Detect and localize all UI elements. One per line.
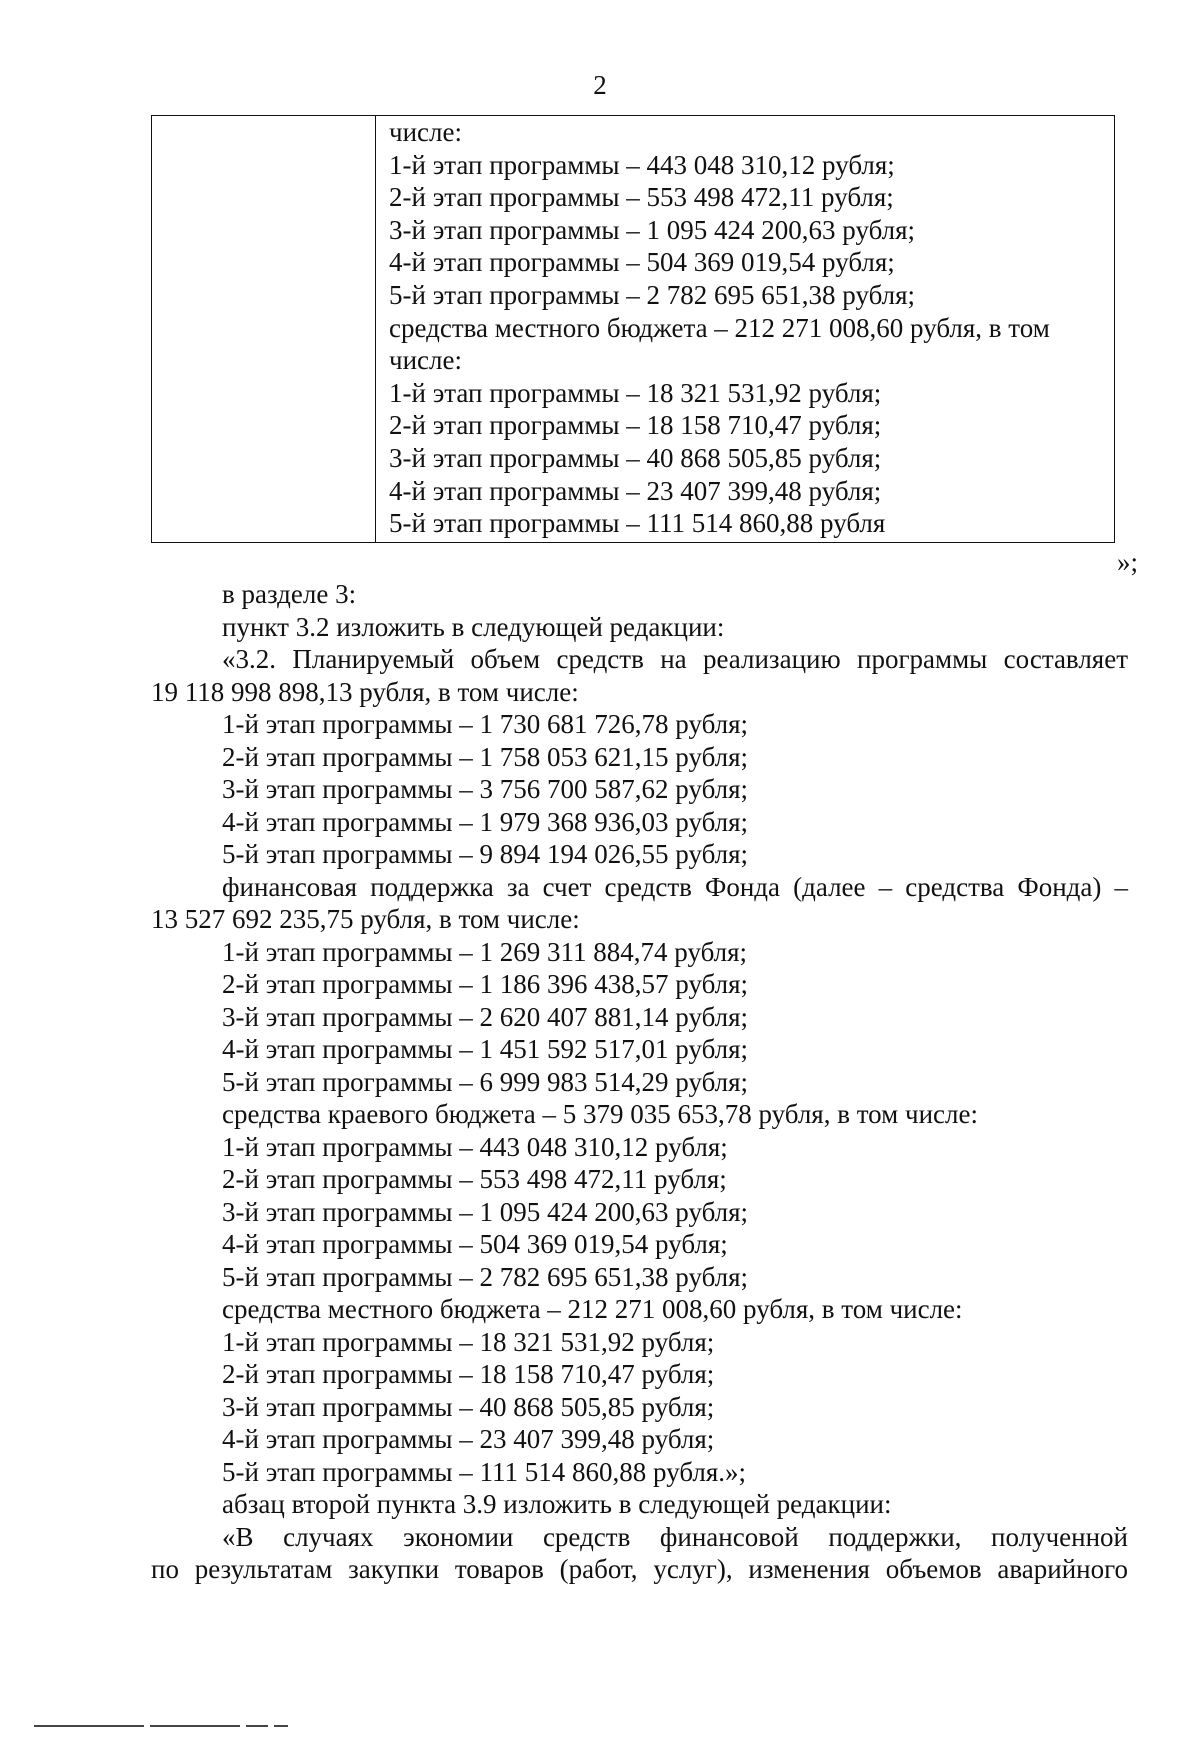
regional-stage-line: 1-й этап программы – 443 048 310,12 рубля; — [222, 1131, 728, 1162]
table-line: 1-й этап программы – 18 321 531,92 рубля; — [389, 377, 882, 408]
regional-budget-line: средства краевого бюджета – 5 379 035 653,78 рубля, в том числе: — [222, 1099, 978, 1129]
fund-stage-line: 5-й этап программы – 6 999 983 514,29 рубля; — [222, 1066, 749, 1097]
regional-stage-line: 4-й этап программы – 504 369 019,54 рубля; — [222, 1229, 728, 1259]
table-line: 1-й этап программы – 443 048 310,12 рубля; — [389, 149, 895, 180]
section-3-intro: в разделе 3: — [222, 579, 357, 609]
local-stage-line: 3-й этап программы – 40 868 505,85 рубля; — [222, 1391, 715, 1422]
local-stage-line: 5-й этап программы – 111 514 860,88 рубля.»; — [222, 1456, 747, 1487]
table-line: 5-й этап программы – 111 514 860,88 рубля — [389, 508, 886, 539]
total-stage-line: 1-й этап программы – 1 730 681 726,78 рубля; — [222, 709, 749, 739]
point-3-9-intro: абзац второй пункта 3.9 изложить в следующей редакции: — [222, 1489, 892, 1519]
point-3-9-text-line-1: «В случаях экономии средств финансовой поддержки, полученной — [222, 1521, 1128, 1552]
table-line: 4-й этап программы – 504 369 019,54 рубля; — [389, 247, 895, 278]
table-right-cell — [389, 116, 1106, 540]
regional-stage-line: 2-й этап программы – 553 498 472,11 рубля; — [222, 1164, 727, 1194]
table-line: 5-й этап программы – 2 782 695 651,38 рубля; — [389, 279, 916, 310]
document-body — [151, 578, 1128, 1586]
point-3-2-text-line-1: «3.2. Планируемый объем средств на реализацию программы составляет — [222, 644, 1128, 674]
table-line: 4-й этап программы – 23 407 399,48 рубля; — [389, 475, 882, 506]
table-line: 3-й этап программы – 40 868 505,85 рубля; — [389, 442, 882, 473]
fund-stage-line: 1-й этап программы – 1 269 311 884,74 рубля; — [222, 936, 748, 967]
fund-stage-line: 2-й этап программы – 1 186 396 438,57 рубля; — [222, 969, 749, 999]
table-line: числе: — [389, 117, 462, 147]
total-stage-line: 5-й этап программы – 9 894 194 026,55 рубля; — [222, 839, 749, 869]
table-column-divider — [375, 116, 376, 542]
fund-support-line-2: 13 527 692 235,75 рубля, в том числе: — [151, 904, 580, 934]
point-3-2-intro: пункт 3.2 изложить в следующей редакции: — [222, 611, 725, 642]
regional-stage-line: 5-й этап программы – 2 782 695 651,38 рубля; — [222, 1261, 749, 1292]
table-line: числе: — [389, 345, 462, 376]
total-stage-line: 2-й этап программы – 1 758 053 621,15 рубля; — [222, 741, 749, 772]
local-stage-line: 2-й этап программы – 18 158 710,47 рубля; — [222, 1359, 715, 1389]
table-line: средства местного бюджета – 212 271 008,60 рубля, в том — [389, 312, 1050, 343]
scan-footer-marks — [34, 1708, 294, 1712]
point-3-9-text-line-2: по результатам закупки товаров (работ, услуг), изменения объемов аварийного — [151, 1554, 1128, 1584]
regional-stage-line: 3-й этап программы – 1 095 424 200,63 рубля; — [222, 1196, 749, 1227]
total-stage-line: 3-й этап программы – 3 756 700 587,62 рубля; — [222, 774, 749, 804]
page-number: 2 — [593, 70, 607, 100]
total-stage-line: 4-й этап программы – 1 979 368 936,03 рубля; — [222, 806, 749, 837]
local-stage-line: 4-й этап программы – 23 407 399,48 рубля; — [222, 1424, 715, 1454]
table-line: 3-й этап программы – 1 095 424 200,63 рубля; — [389, 214, 916, 245]
program-funding-table — [151, 115, 1115, 543]
local-stage-line: 1-й этап программы – 18 321 531,92 рубля; — [222, 1326, 715, 1357]
table-line: 2-й этап программы – 18 158 710,47 рубля; — [389, 410, 882, 441]
closing-quote: »; — [1116, 547, 1138, 577]
fund-stage-line: 4-й этап программы – 1 451 592 517,01 рубля; — [222, 1034, 749, 1064]
fund-support-line-1: финансовая поддержка за счет средств Фонда (далее – средства Фонда) – — [222, 871, 1128, 902]
fund-stage-line: 3-й этап программы – 2 620 407 881,14 рубля; — [222, 1001, 749, 1032]
table-line: 2-й этап программы – 553 498 472,11 рубля; — [389, 182, 894, 213]
local-budget-line: средства местного бюджета – 212 271 008,60 рубля, в том числе: — [222, 1294, 963, 1324]
point-3-2-text-line-2: 19 118 998 898,13 рубля, в том числе: — [151, 676, 579, 707]
